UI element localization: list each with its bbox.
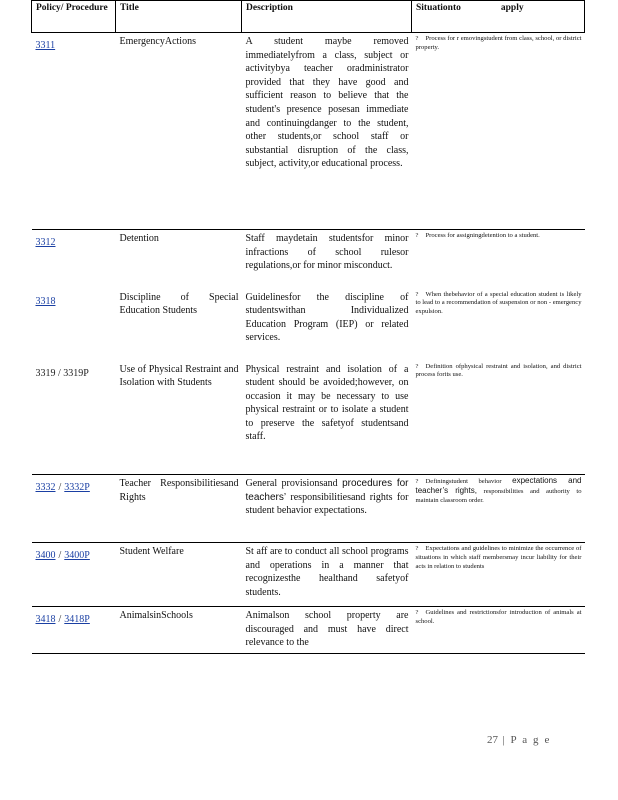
page-footer [487, 734, 551, 746]
bullet-icon: ? [415, 545, 419, 552]
title-cell: Detention [119, 233, 159, 244]
policy-link-3332[interactable]: 3332 [35, 482, 56, 493]
policy-cell [32, 361, 116, 475]
policy-cell: 3400 / 3400P [32, 543, 116, 607]
situation-text-part1: Definingstudent behavior [425, 478, 502, 485]
situation-text: Expectations and guidelines to minimize the occurrence of situations in which staff membersmay incur liability for their acts in relation to students [415, 545, 582, 570]
situation-text: Process for r emovingstudent from class, school, or district property. [415, 35, 582, 51]
situation-cell [412, 33, 585, 230]
footer-separator: | [502, 734, 507, 746]
description-cell: Animalson school property are discouraged and must have direct relevance to the [242, 607, 412, 654]
table-row [32, 475, 585, 543]
description-text-part2: responsibilitiesand rights for student behavior expectations. [245, 491, 409, 517]
title-cell: Student Welfare [116, 543, 242, 607]
description-cell [242, 475, 412, 543]
policy-link-3418[interactable]: 3418 [35, 614, 56, 625]
policy-cell [32, 289, 116, 361]
policy-link-3400[interactable]: 3400 [35, 550, 56, 561]
description-text-emphasis: procedures for teachers’ [245, 478, 409, 503]
bullet-icon: ? [415, 362, 419, 370]
table-row [32, 543, 585, 607]
policy-link-3400p[interactable]: 3400P [64, 550, 90, 561]
policy-link-3418p[interactable]: 3418P [64, 614, 90, 625]
situation-text: When thebehavior of a special education student is likely to lead to a recommendation of suspension or non - emergency expulsion. [415, 290, 582, 316]
description-cell: A student maybe removed immediatelyfrom a class, subject or activitybya teacher oradministrator provided that they have good and sufficient reason to believe that the student's presence posesan immediate and continuingdanger to the student, other students,or school staff or substantial disruption of the class, subject, activity,or educational process. [242, 33, 412, 230]
table-row [32, 607, 585, 654]
policy-cell: 3332 / 3332P [32, 475, 116, 543]
policy-link-3318[interactable]: 3318 [35, 295, 56, 307]
situation-cell [412, 607, 585, 654]
situation-text: Definition ofphysical restraint and isolation, and district process forits use. [415, 362, 582, 379]
bullet-icon: ? [415, 609, 419, 616]
page-label: P a g e [510, 734, 551, 746]
situation-text-emphasis: expectations and teacher’s rights, [415, 476, 582, 495]
header-title: Title [116, 1, 242, 33]
description-cell: Staff maydetain studentsfor minor infractions of school rulesor regulations,or for minor misconduct. [245, 233, 409, 272]
situation-cell [412, 361, 585, 475]
page-number: 27 [487, 734, 498, 746]
situation-text: Process for assigningdetention to a student. [425, 232, 540, 239]
bullet-icon: ? [415, 478, 419, 485]
table-header-row [32, 1, 585, 33]
table-row [32, 289, 585, 361]
bullet-icon: ? [415, 35, 419, 42]
table-row [32, 33, 585, 230]
situation-cell [412, 289, 585, 361]
header-description: Description [242, 1, 412, 33]
situation-cell [412, 543, 585, 607]
header-situation [412, 1, 585, 33]
policy-cell [32, 230, 116, 289]
description-cell: St aff are to conduct all school programs and operations in a manner that recognizesthe healthand safetyof students. [242, 543, 412, 607]
description-cell: Physical restraint and isolation of a student should be avoided;however, on occasion it may be necessary to use physical restraint or to isolate a student to preserve the safetyof studentsand staff. [242, 361, 412, 475]
policy-table [31, 0, 585, 654]
header-policy: Policy/ Procedure [32, 1, 116, 33]
header-situation-part2: apply [500, 3, 524, 13]
policy-cell [32, 33, 116, 230]
title-cell: EmergencyActions [116, 33, 242, 230]
description-text-part1: General provisionsand [245, 478, 338, 489]
title-cell: Use of Physical Restraint and Isolation with Students [116, 361, 242, 475]
title-cell: Discipline of Special Education Students [119, 291, 239, 317]
table-row [32, 361, 585, 475]
policy-link-3311[interactable]: 3311 [35, 40, 56, 51]
title-cell: AnimalsinSchools [116, 607, 242, 654]
header-situation-part1: Situationto [416, 3, 461, 13]
title-cell: Teacher Responsibilitiesand Rights [116, 475, 242, 543]
bullet-icon: ? [415, 290, 419, 298]
bullet-icon: ? [415, 232, 419, 239]
situation-cell [412, 230, 585, 289]
policy-number-3319: 3319 / 3319P [35, 367, 89, 379]
description-cell: Guidelinesfor the discipline of studentswithan Individualized Education Program (IEP) or related services. [245, 291, 409, 344]
situation-text: Guidelines and restrictionsfor introduction of animals at school. [415, 609, 582, 625]
situation-cell [412, 475, 585, 543]
table-row [32, 230, 585, 289]
policy-cell: 3418 / 3418P [32, 607, 116, 654]
policy-link-3312[interactable]: 3312 [35, 237, 56, 248]
policy-link-3332p[interactable]: 3332P [64, 482, 90, 493]
situation-text-part2: responsibilities and authority to maintain classroom order. [415, 487, 582, 504]
